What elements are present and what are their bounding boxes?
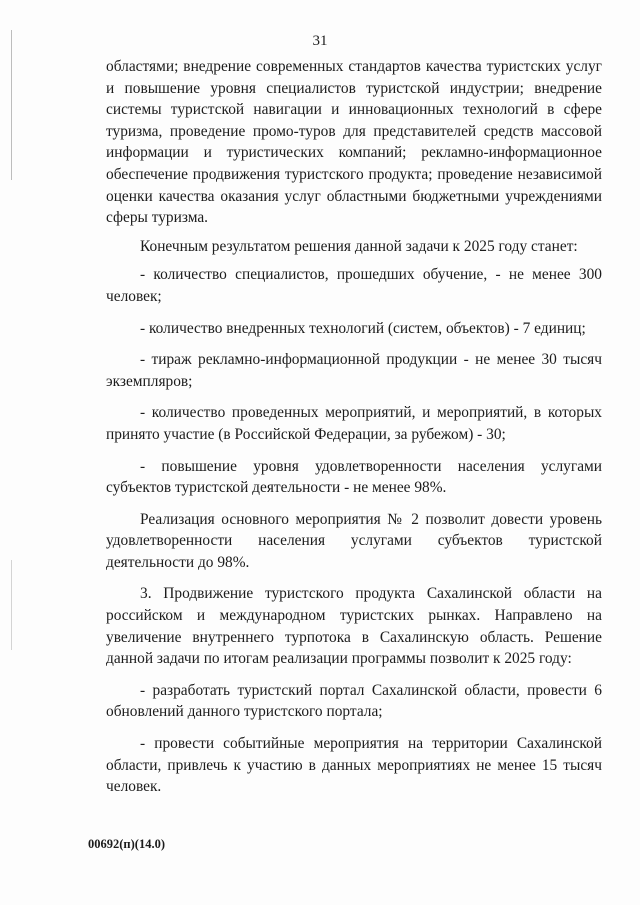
paragraph-main-activity-2: Реализация основного мероприятия № 2 позволит довести уровень удовлетворенности населения услугами субъектов туристской деятельности до 98%. [106, 510, 602, 571]
list-item-specialists: - количество специалистов, прошедших обучение, - не менее 300 человек; [106, 266, 602, 305]
paragraph-task-3: 3. Продвижение туристского продукта Сахалинской области на российском и международном туристских рынках. Направлено на увеличение внутреннего турпотока в Сахалинскую область. Решение данной задачи по итогам реализации программы позволит к 2025 году: [106, 585, 602, 668]
scan-margin-line [11, 30, 12, 180]
paragraph-tasks-continued: областями; внедрение современных стандартов качества туристских услуг и повышение уровня специалистов туристской индустрии; внедрение системы туристской навигации и инновационных технологий в сфере туризма, проведение промо-туров для представителей средств массовой информации и туристических компаний; рекламно-информационное обеспечение продвижения туристского продукта; проведение независимой оценки качества оказания услуг областными бюджетными учреждениями сферы туризма. [106, 58, 602, 227]
list-item-print-run: - тираж рекламно-информационной продукции - не менее 30 тысяч экземпляров; [106, 351, 602, 390]
list-item-technologies: - количество внедренных технологий (систем, объектов) - 7 единиц; [140, 319, 586, 337]
list-item-events: - количество проведенных мероприятий, и мероприятий, в которых принято участие (в Российской Федерации, за рубежом) - 30; [106, 404, 602, 443]
page-number: 31 [312, 33, 328, 49]
scan-margin-line [11, 560, 12, 650]
paragraph-result-intro: Конечным результатом решения данной задачи к 2025 году станет: [140, 237, 578, 255]
document-body [106, 56, 602, 798]
list-item-event-participants: - провести событийные мероприятия на территории Сахалинской области, привлечь к участию в данных мероприятиях не менее 15 тысяч человек. [106, 735, 602, 796]
list-item-satisfaction: - повышение уровня удовлетворенности населения услугами субъектов туристской деятельности - не менее 98%. [106, 457, 602, 497]
document-code: 00692(п)(14.0) [88, 837, 165, 851]
list-item-portal: - разработать туристский портал Сахалинской области, провести 6 обновлений данного туристского портала; [106, 681, 602, 721]
